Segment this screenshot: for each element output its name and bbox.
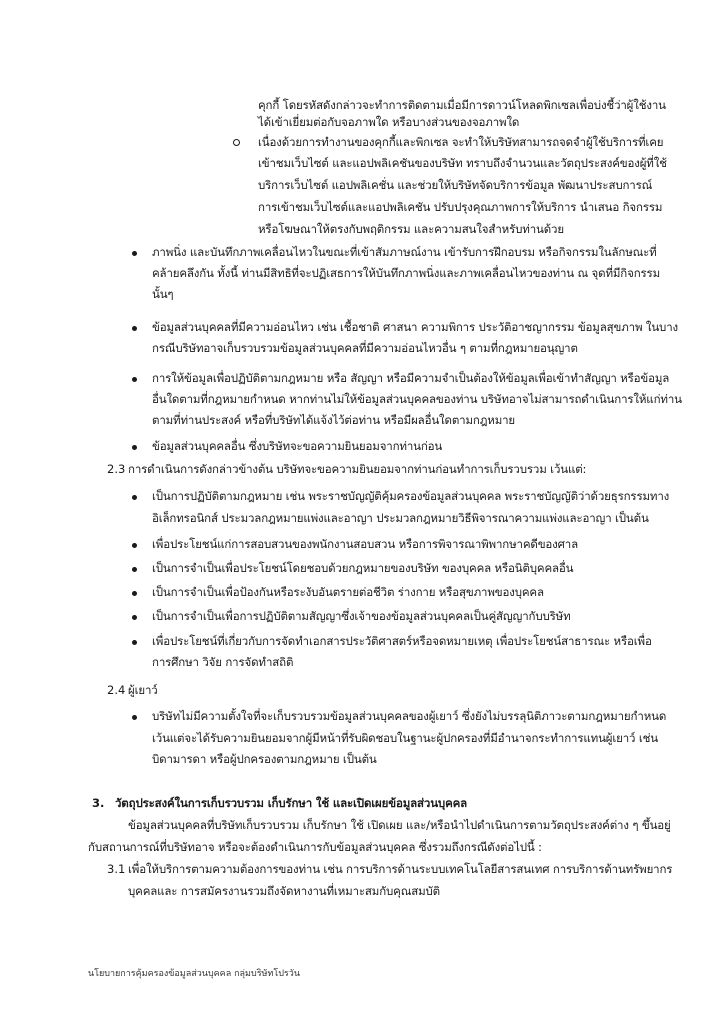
list-item-line: เพื่อประโยชน์แก่การสอบสวนของพนักงานสอบสวน หรือการพิจารณาพิพากษาคดีของศาล	[152, 537, 578, 551]
section-text: เพื่อให้บริการตามความต้องการของท่าน เช่น การบริการด้านระบบเทคโนโลยีสารสนเทศ การบริการด้านทรัพยากร	[128, 862, 673, 876]
section-number: 3.1	[107, 862, 126, 876]
circle-item-line: หรือโฆษณาให้ตรงกับพฤติกรรม และความสนใจสำหรับท่านด้วย	[258, 222, 564, 236]
continuation-line: ได้เข้าเยี่ยมต่อกับจอภาพใด หรือบางส่วนของจอภาพใด	[258, 115, 520, 129]
circle-bullet-icon	[233, 139, 240, 146]
section-number: 2.4	[107, 683, 126, 697]
bullet-icon	[132, 326, 137, 331]
bullet-icon	[132, 591, 137, 596]
section-number: 3.	[92, 796, 105, 810]
list-item-line: การศึกษา วิจัย การจัดทำสถิติ	[152, 655, 294, 669]
list-item-line: บิดามารดา หรือผู้ปกครองตามกฎหมาย เป็นต้น	[152, 752, 377, 766]
bullet-icon	[132, 445, 137, 450]
circle-item-line: การเข้าชมเว็บไซต์และแอปพลิเคชัน ปรับปรุงคุณภาพการให้บริการ นำเสนอ กิจกรรม	[258, 200, 663, 214]
bullet-icon	[132, 495, 137, 500]
bullet-icon	[132, 543, 137, 548]
list-item-line: เป็นการจำเป็นเพื่อการปฏิบัติตามสัญญาซึ่งเจ้าของข้อมูลส่วนบุคคลเป็นคู่สัญญากับบริษัท	[152, 609, 571, 623]
list-item-line: เว้นแต่จะได้รับความยินยอมจากผู้มีหน้าที่รับผิดชอบในฐานะผู้ปกครองที่มีอำนาจกระทำการแทนผู้เยาว์ เช่น	[152, 731, 659, 745]
paragraph-line: ข้อมูลส่วนบุคคลที่บริษัทเก็บรวบรวม เก็บรักษา ใช้ เปิดเผย และ/หรือนำไปดำเนินการตามวัตถุประสงค์ต่าง ๆ ขึ้นอยู่	[128, 818, 671, 832]
section-text: บุคคลและ การสมัครงานรวมถึงจัดหางานที่เหมาะสมกับคุณสมบัติ	[128, 884, 440, 898]
list-item-line: นั้นๆ	[152, 287, 174, 301]
list-item-line: คล้ายคลึงกัน ทั้งนี้ ท่านมีสิทธิที่จะปฏิเสธการให้บันทึกภาพนิ่งและภาพเคลื่อนไหวของท่าน ณ จุดที่มีกิจกรรม	[152, 266, 661, 280]
circle-item-line: เข้าชมเว็บไซต์ และแอปพลิเคชันของบริษัท ทราบถึงจำนวนและวัตถุประสงค์ของผู้ที่ใช้	[258, 156, 667, 170]
list-item-line: กรณีบริษัทอาจเก็บรวบรวมข้อมูลส่วนบุคคลที่มีความอ่อนไหวอื่น ๆ ตามที่กฎหมายอนุญาต	[152, 341, 578, 355]
list-item-line: เป็นการจำเป็นเพื่อประโยชน์โดยชอบด้วยกฎหมายของบริษัท ของบุคคล หรือนิติบุคคลอื่น	[152, 561, 574, 575]
page-footer: นโยบายการคุ้มครองข้อมูลส่วนบุคคล กลุ่มบริษัทโปรวัน	[88, 969, 300, 979]
list-item-line: การให้ข้อมูลเพื่อปฏิบัติตามกฎหมาย หรือ สัญญา หรือมีความจำเป็นต้องให้ข้อมูลเพื่อเข้าทำสัญญา หรือข้อมูล	[152, 371, 670, 385]
bullet-icon	[132, 640, 137, 645]
list-item-line: ภาพนิ่ง และบันทึกภาพเคลื่อนไหวในขณะที่เข้าสัมภาษณ์งาน เข้ารับการฝึกอบรม หรือกิจกรรมในลักษณะที่	[152, 245, 657, 259]
list-item-line: อื่นใดตามที่กฎหมายกำหนด หากท่านไม่ให้ข้อมูลส่วนบุคคลของท่าน บริษัทอาจไม่สามารถดำเนินการให้แก่ท่าน	[152, 392, 682, 406]
section-number: 2.3	[107, 462, 126, 476]
bullet-icon	[132, 251, 137, 256]
bullet-icon	[132, 377, 137, 382]
paragraph-line: กับสถานการณ์ที่บริษัทอาจ หรือจะต้องดำเนินการกับข้อมูลส่วนบุคคล ซึ่งรวมถึงกรณีดังต่อไปนี้ :	[88, 840, 542, 854]
list-item-line: เพื่อประโยชน์ที่เกี่ยวกับการจัดทำเอกสารประวัติศาสตร์หรือจดหมายเหตุ เพื่อประโยชน์สาธารณะ หรือเพื่อ	[152, 634, 652, 648]
list-item-line: ข้อมูลส่วนบุคคลอื่น ซึ่งบริษัทจะขอความยินยอมจากท่านก่อน	[152, 439, 443, 453]
circle-item-line: บริการเว็บไซต์ แอปพลิเคชั่น และช่วยให้บริษัทจัดบริการข้อมูล พัฒนาประสบการณ์	[258, 178, 653, 192]
list-item-line: อิเล็กทรอนิกส์ ประมวลกฎหมายแพ่งและอาญา ประมวลกฎหมายวิธีพิจารณาความแพ่งและอาญา เป็นต้น	[152, 511, 649, 525]
list-item-line: เป็นการปฏิบัติตามกฎหมาย เช่น พระราชบัญญัติคุ้มครองข้อมูลส่วนบุคคล พระราชบัญญัติว่าด้วยธุรกรรมทาง	[152, 489, 670, 503]
list-item-line: บริษัทไม่มีความตั้งใจที่จะเก็บรวบรวมข้อมูลส่วนบุคคลของผู้เยาว์ ซึ่งยังไม่บรรลุนิติภาวะตามกฎหมายกำหนด	[152, 709, 667, 723]
section-text: ผู้เยาว์	[128, 683, 158, 697]
continuation-line: คุกกี้ โดยรหัสดังกล่าวจะทำการติดตามเมื่อมีการดาวน์โหลดพิกเซลเพื่อบ่งชี้ว่าผู้ใช้งาน	[258, 98, 666, 112]
bullet-icon	[132, 567, 137, 572]
section-text: การดำเนินการดังกล่าวข้างต้น บริษัทจะขอความยินยอมจากท่านก่อนทำการเก็บรวบรวม เว้นแต่:	[128, 462, 587, 476]
bullet-icon	[132, 615, 137, 620]
list-item-line: เป็นการจำเป็นเพื่อป้องกันหรือระงับอันตรายต่อชีวิต ร่างกาย หรือสุขภาพของบุคคล	[152, 585, 544, 599]
list-item-line: ตามที่ท่านประสงค์ หรือที่บริษัทได้แจ้งไว้ต่อท่าน หรือมีผลอื่นใดตามกฎหมาย	[152, 413, 516, 427]
section-heading: วัตถุประสงค์ในการเก็บรวบรวม เก็บรักษา ใช้ และเปิดเผยข้อมูลส่วนบุคคล	[115, 796, 468, 810]
bullet-icon	[132, 715, 137, 720]
circle-item-line: เนื่องด้วยการทำงานของคุกกี้และพิกเซล จะทำให้บริษัทสามารถจดจำผู้ใช้บริการที่เคย	[258, 135, 664, 149]
list-item-line: ข้อมูลส่วนบุคคลที่มีความอ่อนไหว เช่น เชื้อชาติ ศาสนา ความพิการ ประวัติอาชญากรรม ข้อมูลสุขภาพ ในบาง	[152, 320, 678, 334]
